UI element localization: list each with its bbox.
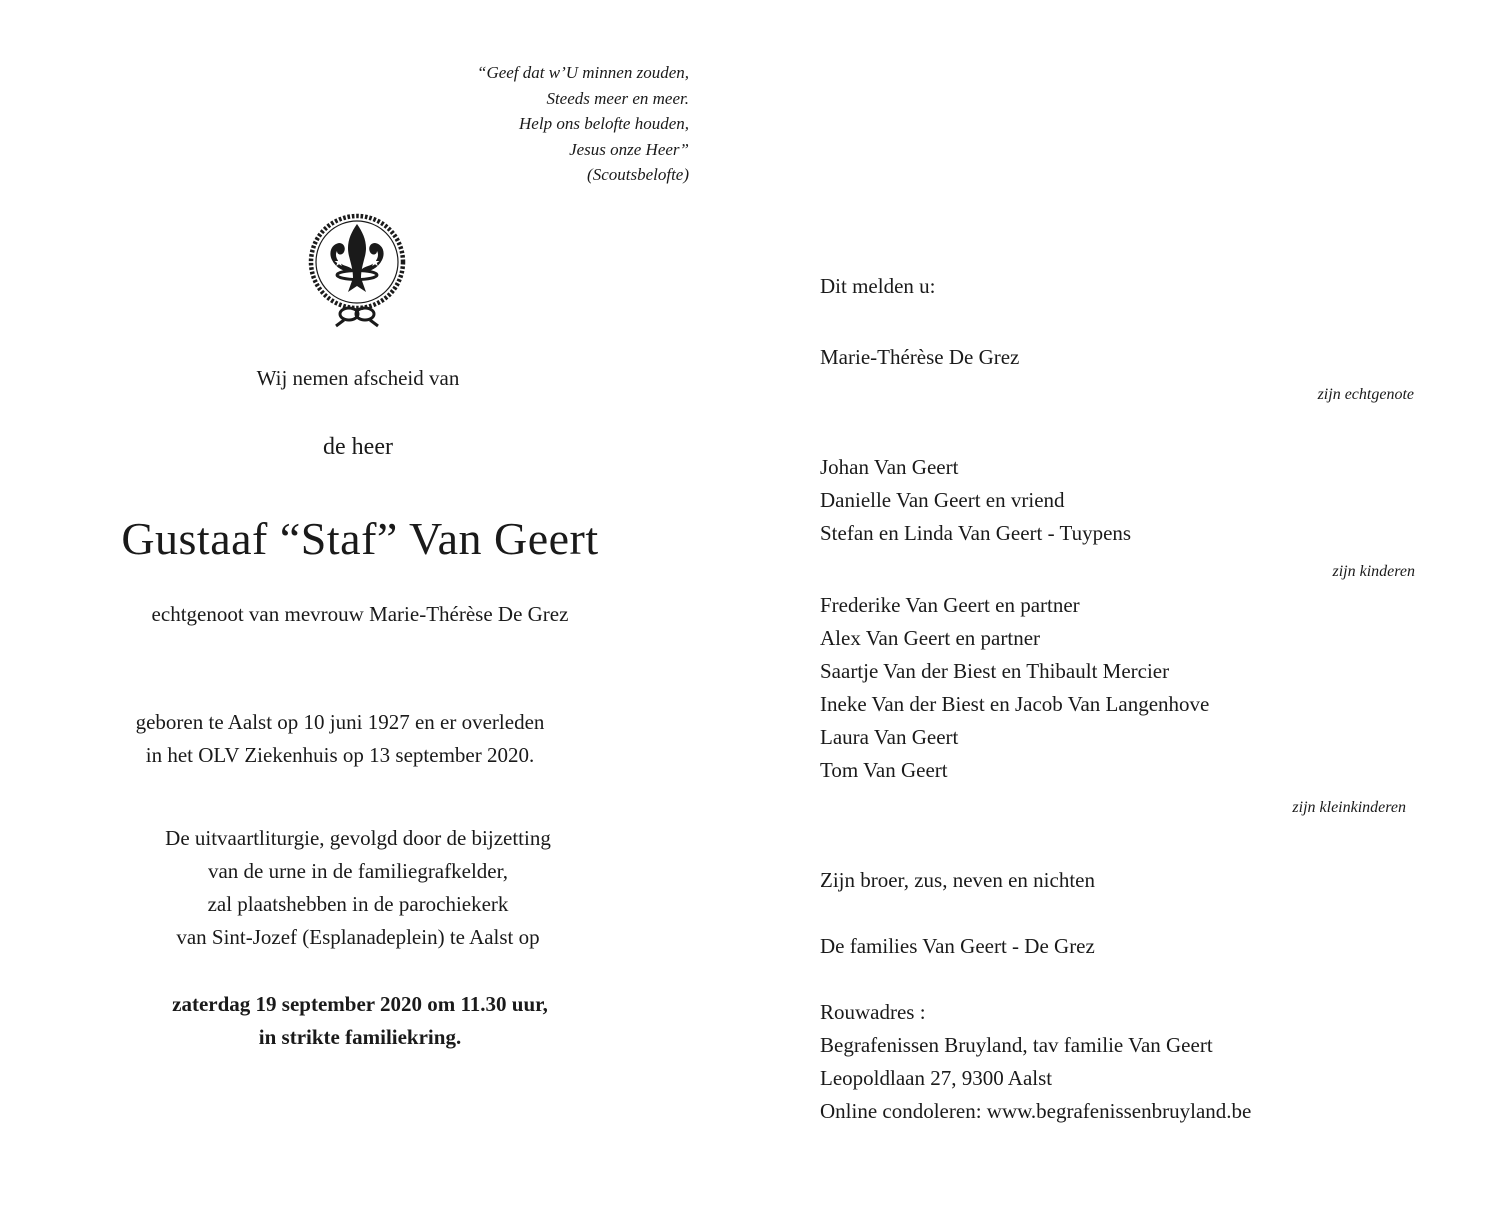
address-heading: Rouwadres : <box>820 1000 926 1024</box>
list-item: Alex Van Geert en partner <box>820 626 1041 650</box>
address-line: Begrafenissen Bruyland, tav familie Van Geert <box>820 1033 1213 1057</box>
quote-line: “Geef dat w’U minnen zouden, <box>476 63 689 82</box>
funeral-text <box>58 822 658 954</box>
honorific: de heer <box>323 434 393 460</box>
relation-label-spouse: zijn echtgenote <box>1317 386 1414 403</box>
quote-line: Steeds meer en meer. <box>546 88 689 108</box>
funeral-date-line: zaterdag 19 september 2020 om 11.30 uur, <box>172 992 548 1016</box>
birth-death-text <box>40 706 640 772</box>
birth-death-line: geboren te Aalst op 10 juni 1927 en er overleden <box>135 710 545 734</box>
list-item: Tom Van Geert <box>820 758 948 782</box>
quote-line: Jesus onze Heer” <box>569 139 689 159</box>
grandchildren-list <box>820 589 1209 787</box>
relation-label-grandchildren: zijn kleinkinderen <box>1292 799 1406 816</box>
list-item: Frederike Van Geert en partner <box>820 593 1080 617</box>
siblings-line: Zijn broer, zus, neven en nichten <box>820 868 1095 892</box>
condolence-link[interactable]: Online condoleren: www.begrafenissenbruyland.be <box>820 1099 1252 1123</box>
address-line: Leopoldlaan 27, 9300 Aalst <box>820 1066 1053 1090</box>
spouse-name: Marie-Thérèse De Grez <box>820 345 1020 369</box>
mourning-address <box>820 996 1251 1128</box>
list-item: Stefan en Linda Van Geert - Tuypens <box>820 521 1132 545</box>
funeral-line: De uitvaartliturgie, gevolgd door de bijzetting <box>165 826 551 850</box>
quote-line: Help ons belofte houden, <box>519 114 689 133</box>
funeral-line: van Sint-Jozef (Esplanadeplein) te Aalst op <box>176 925 540 949</box>
list-item: Johan Van Geert <box>820 455 959 479</box>
scout-fleur-de-lis-emblem-icon <box>306 212 408 330</box>
birth-death-line: in het OLV Ziekenhuis op 13 september 2020. <box>145 743 535 767</box>
quote-source: (Scoutsbelofte) <box>587 165 689 184</box>
funeral-line: zal plaatshebben in de parochiekerk <box>207 892 509 916</box>
funeral-date-line: in strikte familiekring. <box>258 1025 462 1049</box>
relation-label-children: zijn kinderen <box>1332 563 1415 580</box>
children-list <box>820 451 1131 550</box>
funeral-line: van de urne in de familiegrafkelder, <box>207 859 509 883</box>
families-line: De families Van Geert - De Grez <box>820 934 1095 958</box>
spouse-line: echtgenoot van mevrouw Marie-Thérèse De Grez <box>151 602 569 626</box>
scout-promise-quote <box>289 60 689 188</box>
list-item: Danielle Van Geert en vriend <box>820 488 1065 512</box>
funeral-date <box>60 988 660 1054</box>
farewell-intro: Wij nemen afscheid van <box>256 366 460 390</box>
announcement-heading: Dit melden u: <box>820 274 936 298</box>
deceased-name: Gustaaf “Staf” Van Geert <box>121 513 599 564</box>
list-item: Saartje Van der Biest en Thibault Mercier <box>820 659 1170 683</box>
list-item: Ineke Van der Biest en Jacob Van Langenhove <box>820 692 1210 716</box>
list-item: Laura Van Geert <box>820 725 959 749</box>
